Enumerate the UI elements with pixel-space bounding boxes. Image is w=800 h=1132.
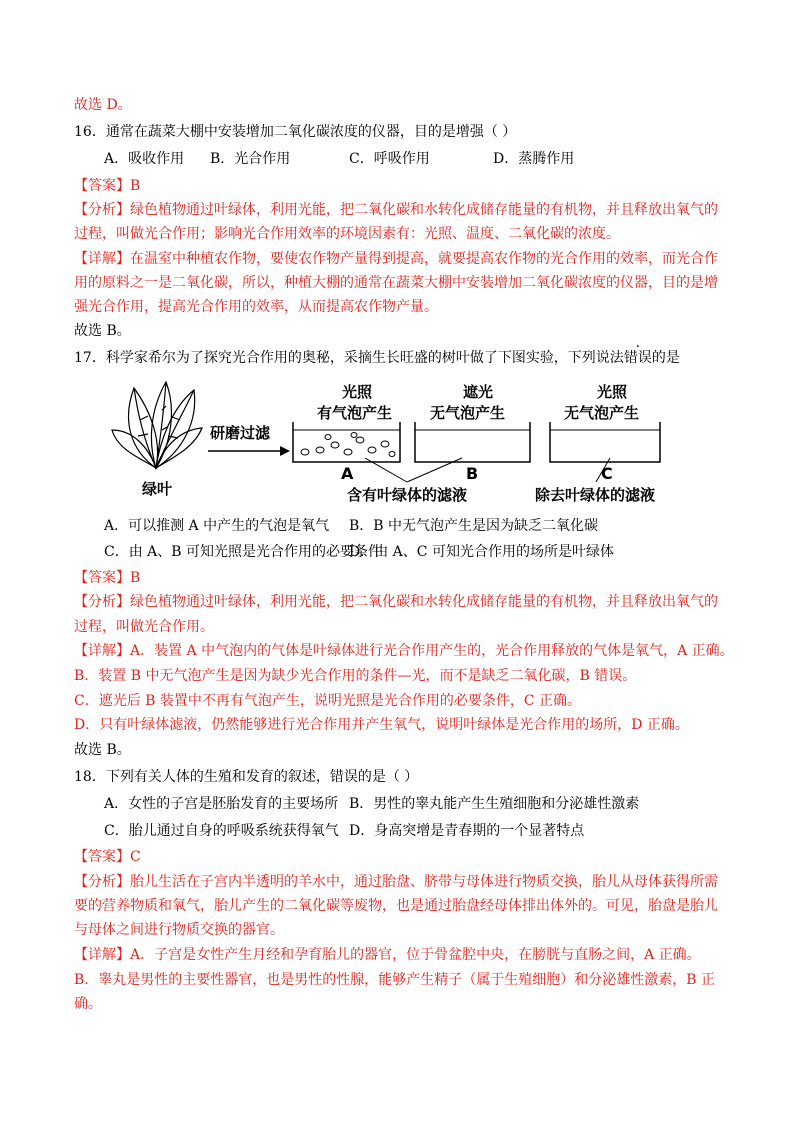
beaker-c-label: C: [601, 464, 613, 483]
beaker-a-label: A: [341, 464, 354, 483]
leaf-drawing: [112, 382, 202, 468]
q16-detail-2: 用的原料之一是二氧化碳，所以，种植大棚的通常在蔬菜大棚中安装增加二氧化碳浓度的仪器，目的是增: [74, 275, 718, 291]
beaker-c-result: 无气泡产生: [564, 404, 640, 422]
q16-analysis-1: 【分析】绿色植物通过叶绿体，利用光能，把二氧化碳和水转化成储存能量的有机物，并且释放出氧气的: [74, 202, 718, 218]
q16-analysis-2: 过程，叫做光合作用；影响光合作用效率的环境因素有：光照、温度、二氧化碳的浓度。: [74, 226, 620, 242]
q17-conclusion: 故选 B。: [74, 742, 131, 758]
beaker-b-label: B: [466, 464, 479, 483]
arrow-label: 研磨过滤: [210, 424, 271, 442]
beaker-b: [415, 422, 530, 462]
caption-c: 除去叶绿体的滤液: [535, 486, 656, 504]
q16-option-b: B．光合作用: [210, 151, 291, 167]
beaker-c-condition: 光照: [597, 383, 628, 401]
q16-option-c: C．呼吸作用: [349, 151, 430, 167]
q18-detail-3: 确。: [74, 996, 102, 1012]
q17-detail-4: D．只有叶绿体滤液，仍然能够进行光合作用并产生氧气，说明叶绿体是光合作用的场所，D 正确。: [74, 717, 689, 733]
q16-answer: 【答案】B: [74, 178, 141, 194]
q17-option-d: D．由 A、C 可知光合作用的场所是叶绿体: [349, 544, 614, 560]
question-18: 18．下列有关人体的生殖和发育的叙述，错误的是（ ）: [74, 769, 419, 785]
q17-analysis-2: 过程，叫做光合作用。: [74, 619, 214, 635]
caption-ab: 含有叶绿体的滤液: [347, 486, 468, 504]
beaker-b-result: 无气泡产生: [430, 404, 506, 422]
beaker-a-condition: 光照: [342, 383, 373, 401]
question-17: [74, 349, 680, 367]
q16-option-a: A．吸收作用: [104, 151, 185, 167]
beaker-a: [293, 422, 400, 462]
q17-option-a: A．可以推测 A 中产生的气泡是氧气: [104, 518, 330, 534]
beaker-b-condition: 遮光: [463, 383, 494, 401]
q17-stem: 17．科学家希尔为了探究光合作用的奥秘，采摘生长旺盛的树叶做了下图实验，下列说法: [74, 350, 624, 366]
q17-detail-2: B．装置 B 中无气泡产生是因为缺少光合作用的条件—光，而不是缺乏二氧化碳，B 错误。: [74, 668, 637, 684]
q18-answer: 【答案】C: [74, 849, 141, 865]
q17-detail-3: C．遮光后 B 装置中不再有气泡产生，说明光照是光合作用的必要条件，C 正确。: [74, 693, 582, 709]
q17-answer: 【答案】B: [74, 570, 141, 586]
q18-detail-1: 【详解】A．子宫是女性产生月经和孕育胎儿的器官，位于骨盆腔中央，在膀胱与直肠之间，A 正确。: [74, 947, 701, 963]
q18-option-d: D．身高突增是青春期的一个显著特点: [349, 823, 585, 839]
q18-analysis-2: 要的营养物质和氧气，胎儿产生的二氧化碳等废物，也是通过胎盘经母体排出体外的。可见，胎盘是胎儿: [74, 898, 718, 914]
q16-conclusion: 故选 B。: [74, 323, 131, 339]
question-16: 16．通常在蔬菜大棚中安装增加二氧化碳浓度的仪器，目的是增强（ ）: [74, 124, 517, 140]
q16-option-d: D．蒸腾作用: [493, 151, 575, 167]
q17-stem-end: 的是: [651, 350, 680, 366]
q17-option-c: C．由 A、B 可知光照是光合作用的必要条件: [104, 544, 383, 560]
leaf-label: 绿叶: [142, 480, 173, 498]
q17-emphasis-wrong: 错误: [623, 350, 652, 366]
q18-analysis-1: 【分析】胎儿生活在子宫内半透明的羊水中，通过胎盘、脐带与母体进行物质交换，胎儿从母体获得所需: [74, 874, 718, 890]
q18-detail-2: B．睾丸是男性的主要性器官，也是男性的性腺，能够产生精子（属于生殖细胞）和分泌雄性激素，B 正: [74, 972, 716, 988]
beaker-a-result: 有气泡产生: [317, 404, 393, 422]
q17-detail-1: 【详解】A．装置 A 中气泡内的气体是叶绿体进行光合作用产生的，光合作用释放的气体是氧气，A 正确。: [74, 643, 734, 659]
q18-option-b: B．男性的睾丸能产生生殖细胞和分泌雄性激素: [349, 796, 640, 812]
bubbles: [301, 433, 395, 457]
arrow-head: [280, 446, 290, 456]
q18-option-c: C．胎儿通过自身的呼吸系统获得氧气: [104, 823, 339, 839]
q16-detail-3: 强光合作用，提高光合作用的效率，从而提高农作物产量。: [74, 299, 438, 315]
beaker-c: [550, 422, 660, 462]
q17-option-b: B．B 中无气泡产生是因为缺乏二氧化碳: [349, 518, 599, 534]
q18-option-a: A．女性的子宫是胚胎发育的主要场所: [104, 796, 339, 812]
q17-analysis-1: 【分析】绿色植物通过叶绿体，利用光能，把二氧化碳和水转化成储存能量的有机物，并且释放出氧气的: [74, 594, 718, 610]
q18-analysis-3: 与母体之间进行物质交换的器官。: [74, 922, 284, 938]
q16-detail-1: 【详解】在温室中种植农作物，要使农作物产量得到提高，就要提高农作物的光合作用的效率，而光合作: [74, 251, 718, 267]
conclusion-d: 故选 D。: [74, 97, 132, 113]
experiment-figure: [110, 380, 700, 510]
